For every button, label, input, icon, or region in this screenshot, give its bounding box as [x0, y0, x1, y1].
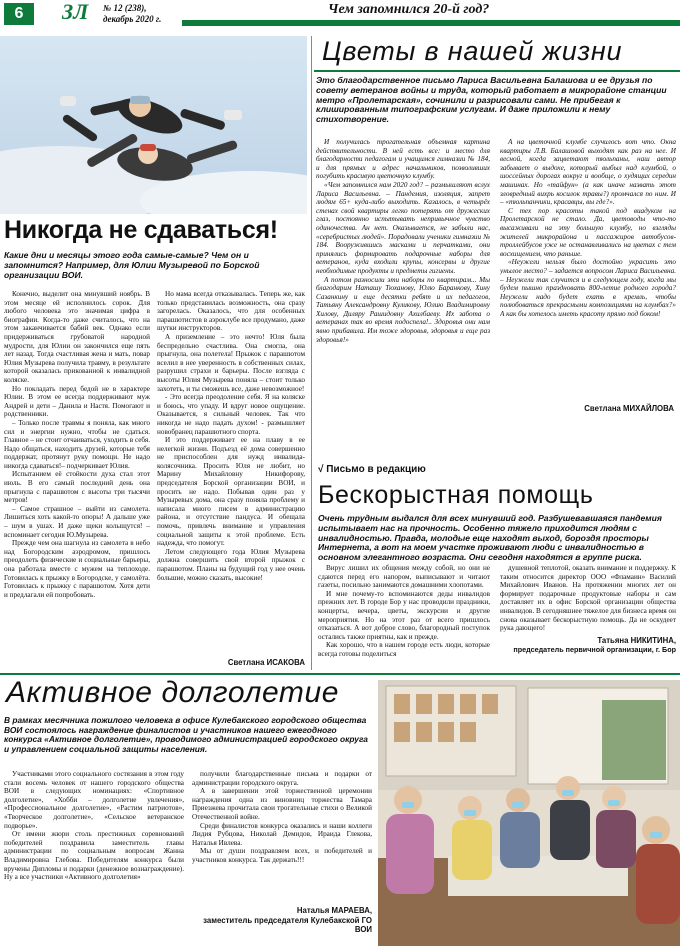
paragraph: Вирус лишил их общения между собой, но они не сдаются перед его напором, выписывают и читают газеты, посильно занимаются домашними хлопотами.: [318, 564, 490, 590]
paragraph: «Чем запомнился нам 2020 год? – размышляют вслух Лариса Васильевна. – Пандемия, изоляция, запрет людям 65+ куда-либо выходить. Казалось, в четырёх стенах свой квартиры легко потерять от дружеских глаз, постоянно испытывать непривычное чувство одиночества. Ан нет. Оказывается, не забыли нас, «серебристых людей». Порадовали ученики гимназии № 184. Вооружившись масками и перчатками, они принялись формировать подарочные наборы для ветеранов, куда входили крупы, консервы и другие необходимые продукты и предметы гигиены.: [316, 180, 490, 275]
page-header: [0, 0, 680, 30]
skydive-lead: Какие дни и месяцы этого года самые-самые? Чем он и запомнится? Например, для Юлии Музыревой по Борской организации ВОИ.: [4, 250, 260, 280]
paragraph: От имени жюри столь престижных соревнований победителей поздравила заместитель главы администрации по социальным вопросам Жанна Владимировна Глебова. Победителям конкурса были вручены Дипломы и подарки (денежное вознаграждение). Ну а все участники «Активного долголетия»: [4, 830, 184, 882]
longevity-col-2: [192, 770, 372, 900]
skydive-col-1: [4, 290, 150, 670]
paragraph: А приземление – это нечто! Юля была беспредельно счастлива. Она смогла, она прыгнула, она полетела! Прыжок с парашютом вселил в нее уверенность в собственных силах, разрушил страхи и барьеры. После взгляда с высоты Юлия Музырева поняла – стоит только захотеть, и ты сможешь все, даже невозможное!: [157, 332, 305, 393]
help-rubric: √ Письмо в редакцию: [318, 464, 426, 475]
paragraph: И это поддерживает ее на плаву в ее нелегкой жизни. Подъезд её дома совершенно не приспособлен для нужд инвалида-колясочника. Просить Юля не любит, но Марину Михайловну Никифорову, председателя Борской организации ВОИ, и просить не надо. Побывав один раз у Музыревых дома, она сразу поняла проблему и написала много писем в администрацию района, и отсутствие пандуса. И обещала помочь, привлечь внимание и управления социальной защиты к этой проблеме. Есть надежда, что помогут.: [157, 436, 305, 548]
paragraph: А потом разносили эти наборы по квартирам... Мы благодарим Наташу Тюханову, Юлю Баранкову, Хину Сазанкину и еще десятки ребят и их педагогов, Татьяну Александровну Куликову, Юлию Владимировну Хилову, Диляру Рашидовну Ахилбаеву. Их забота о ветеранах так во время подоспела!.. Здоровья они нам явно прибавила. Им тоже здоровья, здоровья и еще раз здоровья!»: [316, 275, 490, 344]
paragraph: Прежде чем она шагнула из самолета в небо над Богородским аэродромом, пришлось преодолеть физические и социальные барьеры, она работала вместе с мужем на теплоходе. Готовилась к прыжку в Богородске, у самолёта. Готовилась к прыжку с парашютом. Хотя дети и предлагали ей попробовать.: [4, 539, 150, 599]
paragraph: – Самое страшное – выйти из самолета. Лишиться хоть какой-то опоры! А дальше уже – шум в ушах. И даже щеки колыщутся! – вспоминает сегодня Ю.Музырева.: [4, 504, 150, 539]
help-title: Бескорыстная помощь: [318, 481, 594, 509]
flowers-col-2: [500, 138, 676, 400]
longevity-lead: В рамках месячника пожилого человека в офисе Кулебакского городского общества ВОИ состоялось награждение финалистов и участников нашего ежегодного конкурса «Активное долголетие», проводимого администрацией городского округа и управлением социальной защиты населения.: [4, 715, 368, 754]
paragraph: Среди финалистов конкурса оказались и наши коллеги Лидия Рубцова, Николай Демидов, Ираида Глекова, Наталья Ивлева.: [192, 821, 372, 847]
newspaper-logo: ЗЛ: [62, 0, 89, 24]
issue-date: декабрь 2020 г.: [103, 14, 162, 24]
paragraph: душевной теплотой, оказать внимание и поддержку. К таким относится директор ООО «Фламаин» Василий Михайлович Иванов. На протяжении многих лет он формирует подарочные продуктовые наборы и сам доставляет их в офис Борской организации общества инвалидов. В сегодняшнее тяжелое для бизнеса время он снова оказывает бескорыстную помощь. Да не оскудеет рука дающего!: [500, 564, 676, 633]
help-signature: Татьяна НИКИТИНА,: [597, 636, 676, 645]
paragraph: Но мама всегда отказывалась. Теперь же, как только представилась возможность, она сразу загорелась. Оказалось, что для особенных парашютистов в аэроклубе все продумано, даже шутки инструкторов.: [157, 290, 305, 333]
paragraph: - Это всегда преодоление себя. Я на коляске и боюсь, что упаду. И вдруг новое ощущение. Оказывается, я сильный человек. Так что никогда не надо падать духом! - размышляет новобранец парашютного спорта.: [157, 393, 305, 436]
paragraph: А в завершении этой торжественной церемонии награждения одна из виновниц торжества Тамара Приезжева прочитала свои трогательные стихи о Великой Отечественной войне.: [192, 787, 372, 821]
skydive-title: Никогда не сдаваться!: [4, 216, 278, 244]
longevity-top-rule: [0, 673, 680, 675]
paragraph: – Только после травмы я поняла, как много сил и энергии нужно, чтобы не сдаться. Главное – не стоит отчаиваться, уходить в себя. Надо общаться, находить друзей, которые тебя поддержат, протянут руку помощи. Не надо никогда сдаваться!– подчеркивает Юлия.: [4, 418, 150, 470]
flowers-lead: Это благодарственное письмо Лариса Васильевна Балашова и ее друзья по совету ветеранов войны и труда, который работает в микрорайоне станции метро «Пролетарская», сочинили и разрисовали сами. Не прибегая к клишированным типографским услугам. И даже приложили к нему стихотворение.: [316, 75, 667, 125]
flowers-title: Цветы в нашей жизни: [322, 36, 623, 66]
page-number: 6: [14, 5, 24, 22]
section-title: Чем запомнился 20-й год?: [328, 2, 490, 17]
skydive-signature: Светлана ИСАКОВА: [227, 658, 305, 667]
help-signature-role: председатель первичной организации, г. Бор: [513, 645, 676, 654]
paragraph: Летом следующего года Юлия Музырева должна совершить свой второй прыжок с парашютом. Планы на будущий год у нее очень большие, можно сказать, высокие!: [157, 547, 305, 582]
flowers-signature: Светлана МИХАЙЛОВА: [584, 404, 674, 413]
paragraph: «Неужели нельзя было достойно украсить это унылое место? – задается вопросом Лариса Васильевна. – Неужели так случится и в следующем году, когда мы будем пышно праздновать 800-летие родного города? Неужели надо будет ехать в кремль, чтобы полюбоваться прекрасными композициями на клумбах?» А как бы хотелось иметь красоту прямо под боком!: [500, 258, 676, 318]
skydive-col-2: [157, 290, 305, 656]
longevity-signature-role: заместитель председателя Кулебакской ГО ВОИ: [203, 916, 372, 934]
flowers-title-rule: [314, 70, 680, 72]
group-photo: [378, 680, 680, 946]
flowers-col-1: [316, 138, 490, 446]
paragraph: С тех пор красоты такой под виадуком на Пролетарской не стало. Да, цветоводы что-то высаживали на эту большую клумбу, но взгляды жителей микрорайона и пассажиров автобусов-троллейбусов уже не останавливались на цветах с тем восхищением, что раньше.: [500, 206, 676, 258]
paragraph: А на цветочной клумбе случилось вот что. Окна квартиры Л.В. Балашовой выходят как раз на нее. И весной, когда зацветают тюльпаны, наш автор забывает о выдохе, который выбыл над клумбой, о шоссейных дорогах вокруг и вообще, о худящих середин машинах. Но «тайфун» (а как иначе назвать этот зловредный вихрь косилок травы?) промчался по ним. И – «тюльпанчики, красавцы, вы где?».: [500, 138, 676, 207]
paragraph: Как хорошо, что в нашем городе есть люди, которые всегда готовы поделиться: [318, 641, 490, 658]
paragraph: Но покладать перед бедой не в характере Юлии. В этом ее всегда поддерживают муж Андрей и дети – Данила и Настя. Помогают и родственники.: [4, 384, 150, 419]
help-lead: Очень трудным выдался для всех минувший год. Разбушевавшаяся пандемия испытывает нас на прочность. Особенно тяжело приходится людям с инвалидностью. Правда, молодые еще находят выход, бороздя просторы Интернета, а вот на моем участке проживают люди с инвалидностью в основном элегантного возраста. Они сегодня находятся в группе риска.: [318, 513, 662, 563]
paragraph: Испытанием её стойкости духа стал этот июль. В его самый последний день она прыгнула с парашютом с высоты три тысячи метров!: [4, 470, 150, 505]
column-divider: [311, 36, 312, 670]
paragraph: Участниками этого социального состязания в этом году стали восемь человек от нашего городского общества ВОИ в следующих номинациях: «Спортивное долголетие», «Хобби – долголетие увлечения», «Профессиональное долголетие», «Растим патриотов», «Творческое долголетие», «Сельское ветеранское подворье».: [4, 770, 184, 830]
longevity-col-1: [4, 770, 184, 946]
paragraph: Мы от души поздравляем всех, и победителей и участников конкурса. Так держать!!!: [192, 847, 372, 864]
longevity-title: Активное долголетие: [6, 676, 340, 709]
skydive-photo: [0, 36, 307, 214]
header-rule: [182, 20, 680, 26]
paragraph: И получилась трогательная объемная картина действительности. В ней есть все: и место для благодарности педагогам и учащимся гимназии № 184, и для прямых и адрес начальников, позволивших погубить красивую цветочную клумбу.: [316, 138, 490, 181]
help-col-2: [500, 564, 676, 636]
longevity-signature: Наталья МАРАЕВА,: [296, 906, 372, 915]
paragraph: И мне почему-то вспоминаются деды инвалидов прежних лет. В городе Бор у нас проводили праздники, концерты, вечера, цветы, экскурсии и другие мероприятия. Но на этот раз от всего пришлось отказаться. А вот доброе слово, благородный поступок остались также приятны, как и прежде.: [318, 589, 490, 641]
page-number-box: [4, 3, 34, 25]
help-col-1: [318, 564, 490, 666]
issue-number: № 12 (238),: [103, 3, 147, 13]
paragraph: получили благодарственные письма и подарки от администрации городского округа.: [192, 770, 372, 787]
paragraph: Конечно, выделит она минувший ноябрь. В этом месяце ей исполнилось сорок. Для любого человека это значимая цифра в биографии. Когда-то даже считалось, что на этом заканчивается бабий век. Однако если придерживаться грубоватой народной мудрости, для Юлии он закончился еще пять лет назад. Тогда счастливая жена и мать, повар Юлия Музырева получила травму, в результате которой оказалась прикованной к инвалидной коляске.: [4, 290, 150, 384]
